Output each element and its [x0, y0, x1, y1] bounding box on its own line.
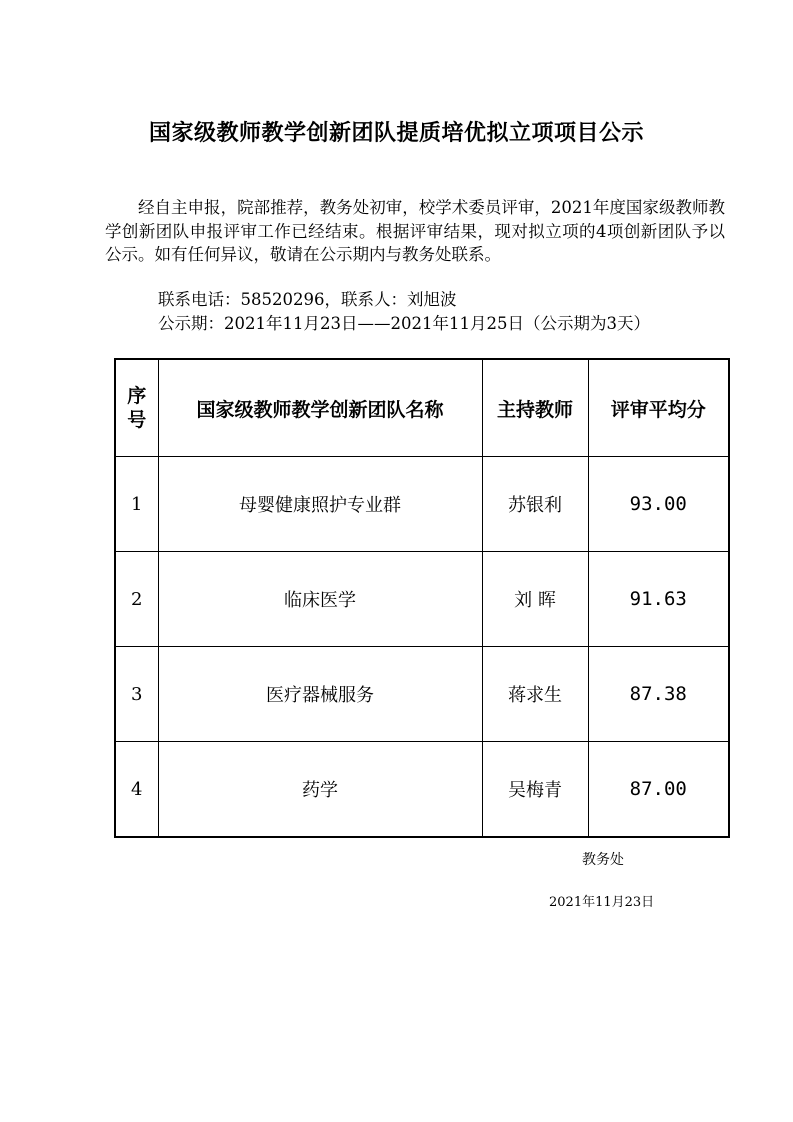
header-score: 评审平均分	[588, 359, 729, 457]
header-teacher: 主持教师	[482, 359, 588, 457]
header-seq: 序号	[115, 359, 158, 457]
row-seq: 4	[115, 742, 158, 838]
row-teacher: 吴梅青	[482, 742, 588, 838]
intro-paragraph: 经自主申报，院部推荐，教务处初审，校学术委员评审，2021年度国家级教师教学创新团队申报评审工作已经结束。根据评审结果，现对拟立项的4项创新团队予以公示。如有任何异议，敬请在公示期内与教务处联系。	[105, 198, 725, 264]
row-teacher: 刘 晖	[482, 552, 588, 647]
row-team-name: 母婴健康照护专业群	[158, 457, 482, 552]
projects-table	[114, 358, 730, 838]
row-seq: 2	[115, 552, 158, 647]
table-row	[115, 457, 729, 552]
row-teacher: 蒋求生	[482, 647, 588, 742]
row-team-name: 药学	[158, 742, 482, 838]
row-score: 87.38	[588, 647, 729, 742]
row-seq: 3	[115, 647, 158, 742]
row-teacher: 苏银利	[482, 457, 588, 552]
publicity-period: 公示期：2021年11月23日——2021年11月25日（公示期为3天）	[158, 314, 650, 333]
table-row	[115, 552, 729, 647]
row-team-name: 临床医学	[158, 552, 482, 647]
issue-date: 2021年11月23日	[549, 895, 655, 910]
header-team-name: 国家级教师教学创新团队名称	[158, 359, 482, 457]
table-row	[115, 647, 729, 742]
row-score: 91.63	[588, 552, 729, 647]
contact-info: 联系电话：58520296，联系人：刘旭波	[158, 290, 457, 309]
table-header-row	[115, 359, 729, 457]
table-row	[115, 742, 729, 838]
document-title: 国家级教师教学创新团队提质培优拟立项项目公示	[148, 121, 644, 146]
issuing-office: 教务处	[582, 852, 624, 868]
row-team-name: 医疗器械服务	[158, 647, 482, 742]
row-score: 87.00	[588, 742, 729, 838]
row-score: 93.00	[588, 457, 729, 552]
row-seq: 1	[115, 457, 158, 552]
